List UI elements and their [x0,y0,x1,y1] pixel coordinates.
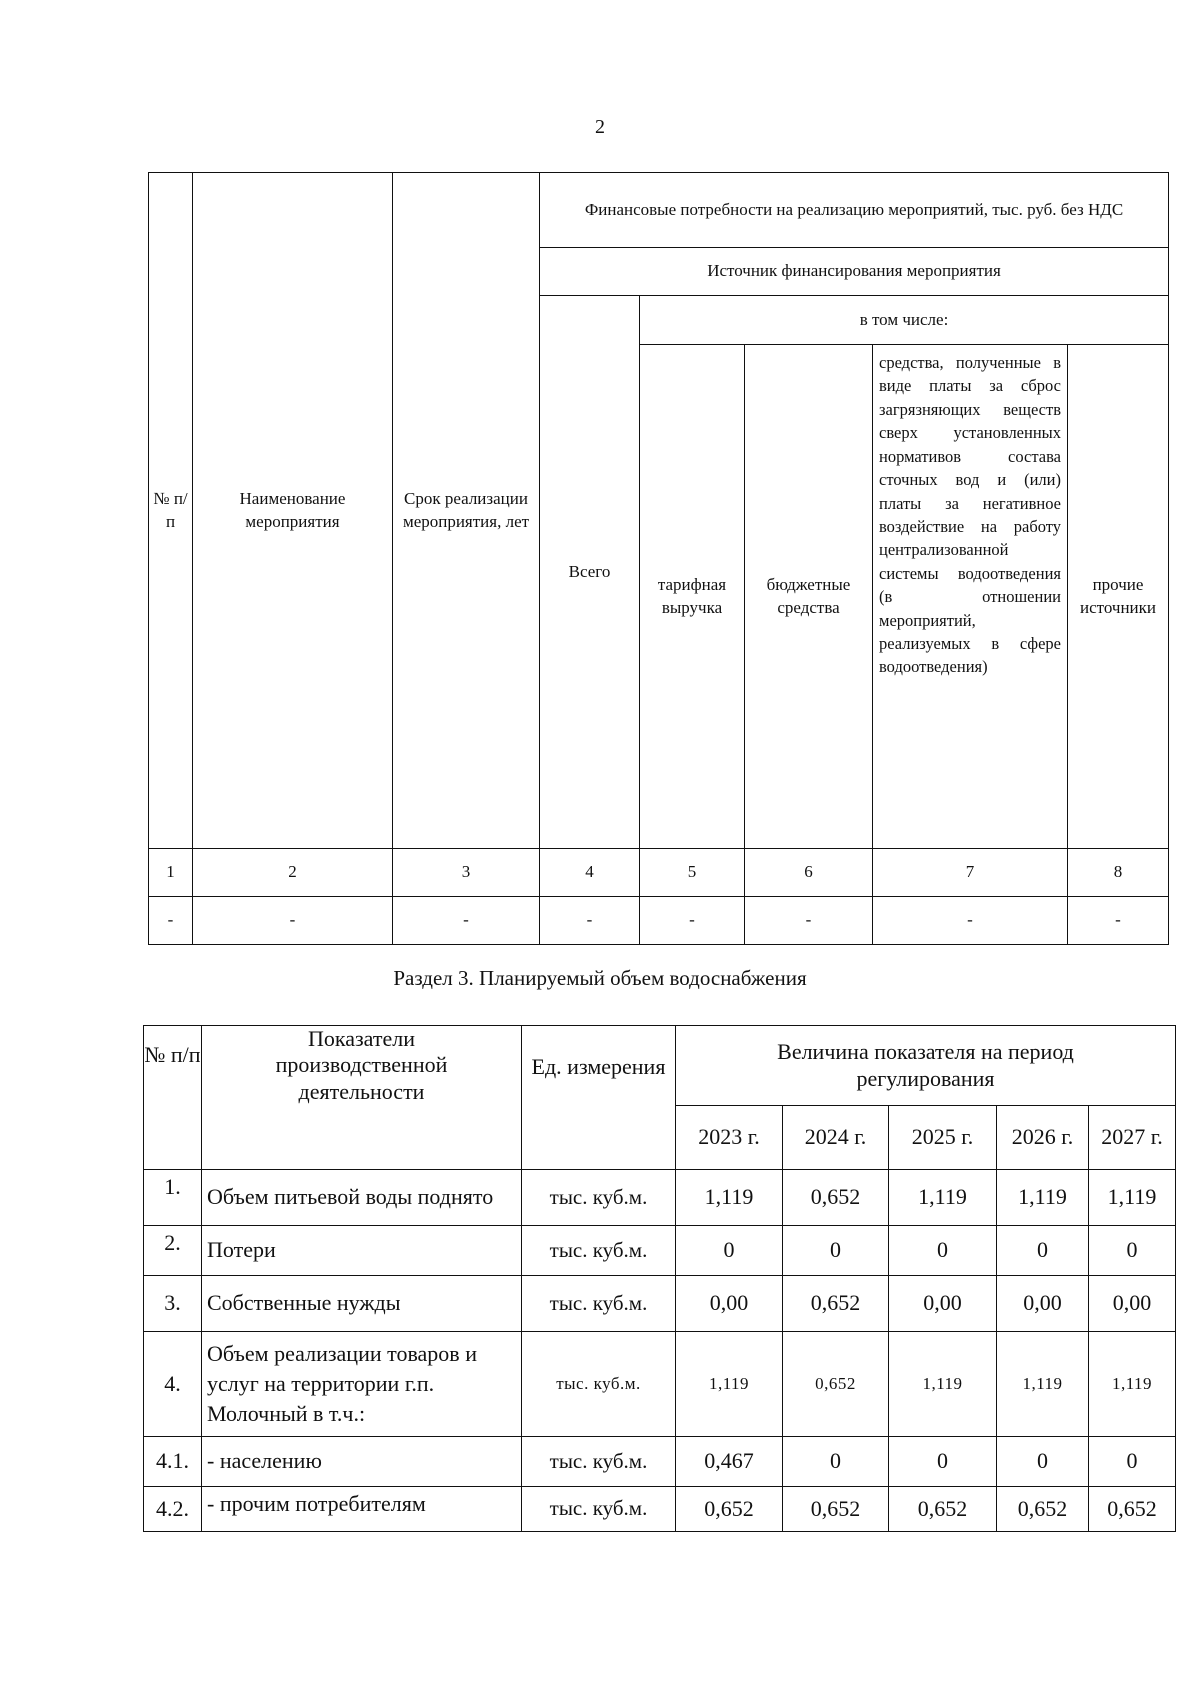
table-cell: - [873,897,1068,945]
row-num: 4.1. [144,1437,202,1487]
page-number: 2 [595,116,605,138]
row-value: 1,119 [889,1170,997,1226]
column-number: 5 [640,849,745,897]
table-row [144,1487,1176,1532]
column-number: 6 [745,849,873,897]
row-num: 3. [144,1276,202,1332]
header-num: № п/п [144,1026,202,1170]
row-value: 0 [783,1226,889,1276]
row-value: 0,652 [783,1276,889,1332]
year-header: 2024 г. [783,1106,889,1170]
row-value: 1,119 [1089,1170,1176,1226]
column-number: 7 [873,849,1068,897]
table-row [144,1226,1176,1276]
table-row [149,897,1169,945]
table-cell: - [149,897,193,945]
row-value: 0,652 [889,1487,997,1532]
row-unit: тыс. куб.м. [522,1332,676,1437]
row-unit: тыс. куб.м. [522,1437,676,1487]
water-supply-table [143,1025,1176,1532]
row-name: - населению [202,1437,522,1487]
row-num: 1. [144,1170,202,1226]
row-value: 1,119 [676,1332,783,1437]
row-value: 0 [783,1437,889,1487]
row-value: 1,119 [676,1170,783,1226]
row-name: Потери [202,1226,522,1276]
table-cell: - [1068,897,1169,945]
row-value: 0 [889,1437,997,1487]
table-row [144,1276,1176,1332]
table-cell: - [640,897,745,945]
row-unit: тыс. куб.м. [522,1226,676,1276]
header-term: Срок реализации мероприятия, лет [393,173,540,849]
row-value: 0 [676,1226,783,1276]
column-number: 1 [149,849,193,897]
financial-needs-table [148,172,1169,945]
row-value: 0,652 [997,1487,1089,1532]
row-unit: тыс. куб.м. [522,1276,676,1332]
row-unit: тыс. куб.м. [522,1487,676,1532]
year-header: 2027 г. [1089,1106,1176,1170]
row-value: 0 [1089,1226,1176,1276]
row-value: 1,119 [997,1170,1089,1226]
row-name: Объем питьевой воды поднято [202,1170,522,1226]
table-row [144,1437,1176,1487]
header-funding-source: Источник финансирования мероприятия [540,248,1169,296]
row-value: 0,652 [783,1170,889,1226]
header-fees: средства, полученные в виде платы за сброс загрязняющих веществ сверх установленных нормативов состава сточных вод и (или) платы за негативное воздействие на работу централизованной системы водоотведения (в отношении мероприятий, реализуемых в сфере водоотведения) [873,345,1068,849]
row-name: Объем реализации товаров и услуг на территории г.п. Молочный в т.ч.: [202,1332,522,1437]
row-name: - прочим потребителям [202,1487,522,1532]
header-other: прочие источники [1068,345,1169,849]
header-indicator: Показатели производственной деятельности [202,1026,522,1170]
row-name: Собственные нужды [202,1276,522,1332]
header-value: Величина показателя на период регулирования [676,1026,1176,1106]
row-value: 1,119 [997,1332,1089,1437]
row-value: 0,652 [783,1487,889,1532]
header-tariff: тарифная выручка [640,345,745,849]
header-total: Всего [540,296,640,849]
row-value: 0,652 [1089,1487,1176,1532]
column-number: 8 [1068,849,1169,897]
row-num: 4. [144,1332,202,1437]
row-unit: тыс. куб.м. [522,1170,676,1226]
row-value: 0,652 [676,1487,783,1532]
table-cell: - [540,897,640,945]
row-value: 0,652 [783,1332,889,1437]
row-value: 0,00 [676,1276,783,1332]
row-value: 1,119 [889,1332,997,1437]
header-num: № п/п [149,173,193,849]
table-row [144,1332,1176,1437]
table-cell: - [745,897,873,945]
table-cell: - [193,897,393,945]
row-value: 0 [997,1437,1089,1487]
column-number: 2 [193,849,393,897]
row-value: 0,00 [1089,1276,1176,1332]
column-number: 3 [393,849,540,897]
row-value: 1,119 [1089,1332,1176,1437]
row-num: 2. [144,1226,202,1276]
row-value: 0,00 [997,1276,1089,1332]
header-unit: Ед. измерения [522,1026,676,1170]
header-budget: бюджетные средства [745,345,873,849]
table-row [144,1170,1176,1226]
section-title: Раздел 3. Планируемый объем водоснабжения [393,966,807,990]
year-header: 2026 г. [997,1106,1089,1170]
header-including: в том числе: [640,296,1169,345]
table-cell: - [393,897,540,945]
row-value: 0 [1089,1437,1176,1487]
year-header: 2023 г. [676,1106,783,1170]
row-value: 0,467 [676,1437,783,1487]
row-value: 0,00 [889,1276,997,1332]
header-financial-needs: Финансовые потребности на реализацию мероприятий, тыс. руб. без НДС [540,173,1169,248]
year-header: 2025 г. [889,1106,997,1170]
column-numbers-row [149,849,1169,897]
column-number: 4 [540,849,640,897]
row-value: 0 [889,1226,997,1276]
row-num: 4.2. [144,1487,202,1532]
row-value: 0 [997,1226,1089,1276]
header-name: Наименование мероприятия [193,173,393,849]
